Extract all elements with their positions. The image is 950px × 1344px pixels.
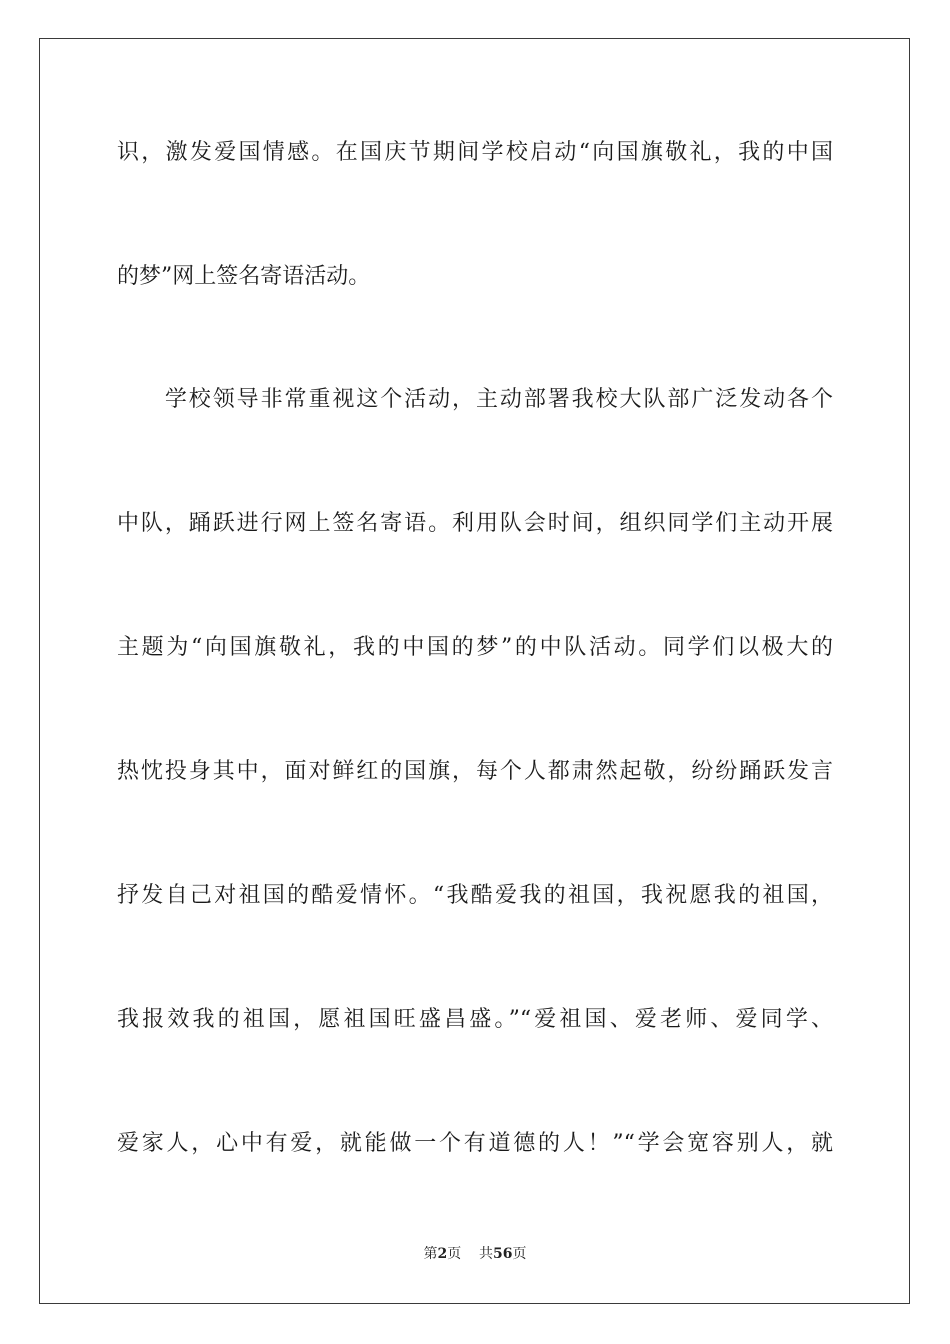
total-prefix: 共 bbox=[479, 1246, 494, 1262]
page-number: 2 bbox=[437, 1246, 448, 1262]
text-line-6: 热忱投身其中，面对鲜红的国旗，每个人都肃然起敬，纷纷踊跃发言 bbox=[117, 759, 833, 784]
text-line-9: 爱家人，心中有爱，就能做一个有道德的人！”“学会宽容别人，就 bbox=[117, 1131, 833, 1156]
total-suffix: 页 bbox=[512, 1246, 527, 1262]
text-line-1: 识，激发爱国情感。在国庆节期间学校启动“向国旗敬礼，我的中国 bbox=[117, 140, 833, 165]
text-line-8: 我报效我的祖国，愿祖国旺盛昌盛。”“爱祖国、爱老师、爱同学、 bbox=[117, 1007, 833, 1032]
text-line-2: 的梦”网上签名寄语活动。 bbox=[117, 264, 371, 289]
text-line-4: 中队，踊跃进行网上签名寄语。利用队会时间，组织同学们主动开展 bbox=[117, 511, 833, 536]
page-border bbox=[39, 38, 910, 1304]
total-pages: 56 bbox=[493, 1246, 513, 1262]
text-line-5: 主题为“向国旗敬礼，我的中国的梦”的中队活动。同学们以极大的 bbox=[117, 635, 833, 660]
text-line-7: 抒发自己对祖国的酷爱情怀。“我酷爱我的祖国，我祝愿我的祖国， bbox=[117, 883, 833, 908]
page-prefix: 第 bbox=[423, 1246, 438, 1262]
page-suffix: 页 bbox=[447, 1246, 462, 1262]
text-line-3: 学校领导非常重视这个活动，主动部署我校大队部广泛发动各个 bbox=[117, 387, 833, 412]
page-footer bbox=[0, 1245, 950, 1263]
